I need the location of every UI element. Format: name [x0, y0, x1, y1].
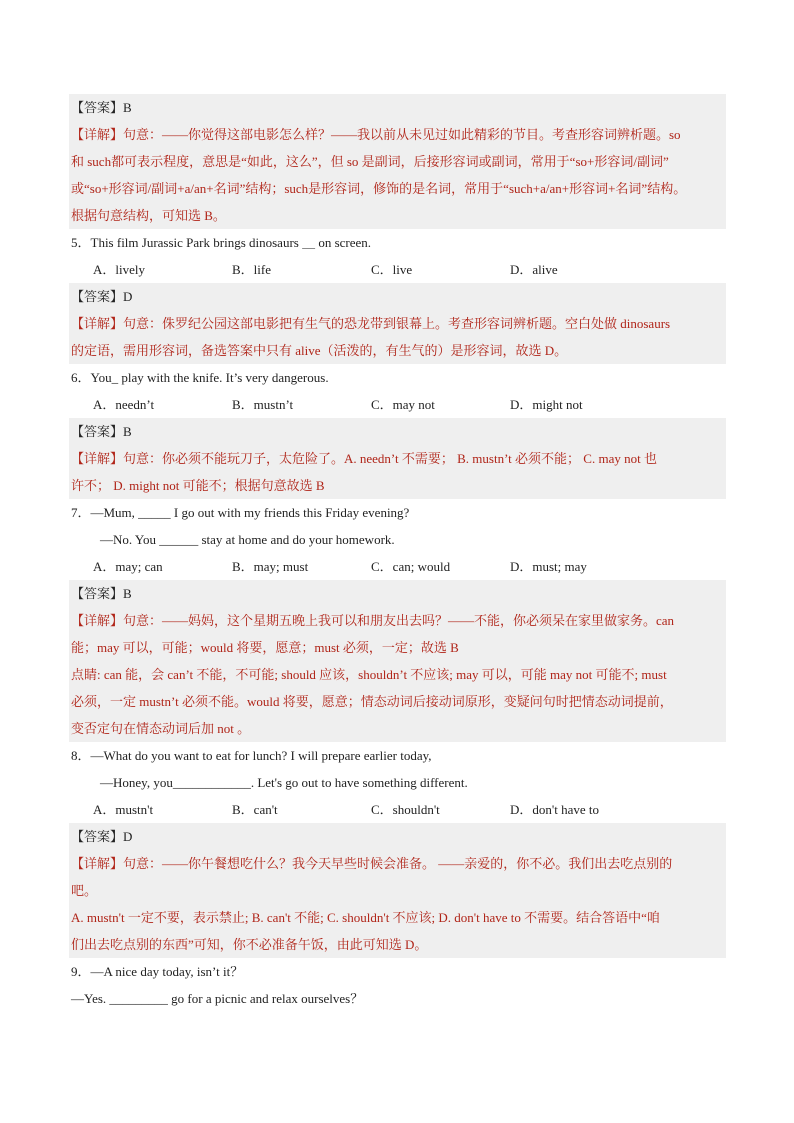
answer-block — [69, 580, 726, 742]
option-c: C．can; would — [371, 559, 451, 574]
option-d: D．might not — [510, 397, 583, 412]
options-row — [71, 553, 724, 580]
option-c: C．shouldn't — [371, 802, 440, 817]
question-text-reply: —Yes. _________ go for a picnic and relax ourselves？ — [71, 991, 364, 1006]
explanation-line: 吧。 — [71, 883, 98, 898]
explanation-line: 的定语，需用形容词，备选答案中只有 alive（活泼的，有生气的）是形容词，故选 D。 — [71, 343, 568, 358]
explanation-line: 能；may 可以，可能；would 将要，愿意；must 必须，一定；故选 B — [71, 640, 459, 655]
option-a: A．may; can — [93, 559, 163, 574]
explanation-line: 根据句意结构，可知选 B。 — [71, 208, 226, 223]
document-content — [71, 94, 724, 1012]
option-a: A．needn’t — [93, 397, 155, 412]
explanation-line: 们出去吃点别的东西”可知，你不必准备午饭，由此可知选 D。 — [71, 937, 428, 952]
explanation-line: 和 such都可表示程度，意思是“如此，这么”，但 so 是副词，后接形容词或副词，常用于“so+形容词/副词” — [71, 154, 669, 169]
answer-label: 【答案】B — [71, 100, 132, 115]
option-b: B．life — [232, 262, 271, 277]
option-d: D．must; may — [510, 559, 587, 574]
option-b: B．can't — [232, 802, 278, 817]
options-row — [71, 391, 724, 418]
explanation-line: 点睛: can 能，会 can’t 不能，不可能; should 应该，shouldn’t 不应该; may 可以，可能 may not 可能不; must — [71, 667, 667, 682]
question-text: 5．This film Jurassic Park brings dinosaurs ＿ on screen. — [71, 235, 372, 250]
answer-block — [69, 283, 726, 364]
question-text-reply: —Honey, you____________. Let's go out to have something different. — [100, 775, 468, 790]
answer-block — [69, 418, 726, 499]
answer-label: 【答案】B — [71, 586, 132, 601]
options-row — [71, 256, 724, 283]
explanation-line: 许不； D. might not 可能不；根据句意故选 B — [71, 478, 325, 493]
explanation-line: 或“so+形容词/副词+a/an+名词”结构；such是形容词，修饰的是名词，常用于“such+a/an+形容词+名词”结构。 — [71, 181, 687, 196]
answer-label: 【答案】B — [71, 424, 132, 439]
option-c: C．live — [371, 262, 413, 277]
question-8 — [71, 742, 724, 823]
answer-block — [69, 823, 726, 958]
options-row — [71, 796, 724, 823]
answer-label: 【答案】D — [71, 829, 133, 844]
explanation-line: A. mustn't 一定不要，表示禁止; B. can't 不能; C. shouldn't 不应该; D. don't have to 不需要。结合答语中“咱 — [71, 910, 660, 925]
answer-label: 【答案】D — [71, 289, 133, 304]
option-b: B．mustn’t — [232, 397, 294, 412]
explanation-line: 【详解】句意：你必须不能玩刀子，太危险了。A. needn’t 不需要； B. mustn’t 必须不能； C. may not 也 — [71, 451, 657, 466]
option-c: C．may not — [371, 397, 435, 412]
explanation-line: 【详解】句意：侏罗纪公园这部电影把有生气的恐龙带到银幕上。考查形容词辨析题。空白处做 dinosaurs — [71, 316, 671, 331]
question-text: 6．You_ play with the knife. It’s very dangerous. — [71, 370, 329, 385]
question-text-reply: —No. You ______ stay at home and do your homework. — [100, 532, 395, 547]
question-text: 9．—A nice day today, isn’t it？ — [71, 964, 244, 979]
explanation-line: 变否定句在情态动词后加 not 。 — [71, 721, 251, 736]
explanation-line: 【详解】句意：——你觉得这部电影怎么样？——我以前从未见过如此精彩的节目。考查形容词辨析题。so — [71, 127, 681, 142]
question-9 — [71, 958, 724, 1012]
option-a: A．mustn't — [93, 802, 154, 817]
question-6 — [71, 364, 724, 418]
explanation-line: 【详解】句意：——你午餐想吃什么？我今天早些时候会准备。 ——亲爱的，你不必。我们出去吃点别的 — [71, 856, 673, 871]
answer-block — [69, 94, 726, 229]
question-7 — [71, 499, 724, 580]
option-b: B．may; must — [232, 559, 309, 574]
explanation-line: 必须，一定 mustn’t 必须不能。would 将要，愿意；情态动词后接动词原形，变疑问句时把情态动词提前， — [71, 694, 673, 709]
option-d: D．don't have to — [510, 802, 599, 817]
option-a: A．lively — [93, 262, 145, 277]
option-d: D．alive — [510, 262, 558, 277]
explanation-line: 【详解】句意：——妈妈，这个星期五晚上我可以和朋友出去吗？——不能，你必须呆在家里做家务。can — [71, 613, 675, 628]
question-text: 7．—Mum, _____ I go out with my friends this Friday evening? — [71, 505, 410, 520]
question-5 — [71, 229, 724, 283]
question-text: 8．—What do you want to eat for lunch? I will prepare earlier today, — [71, 748, 432, 763]
